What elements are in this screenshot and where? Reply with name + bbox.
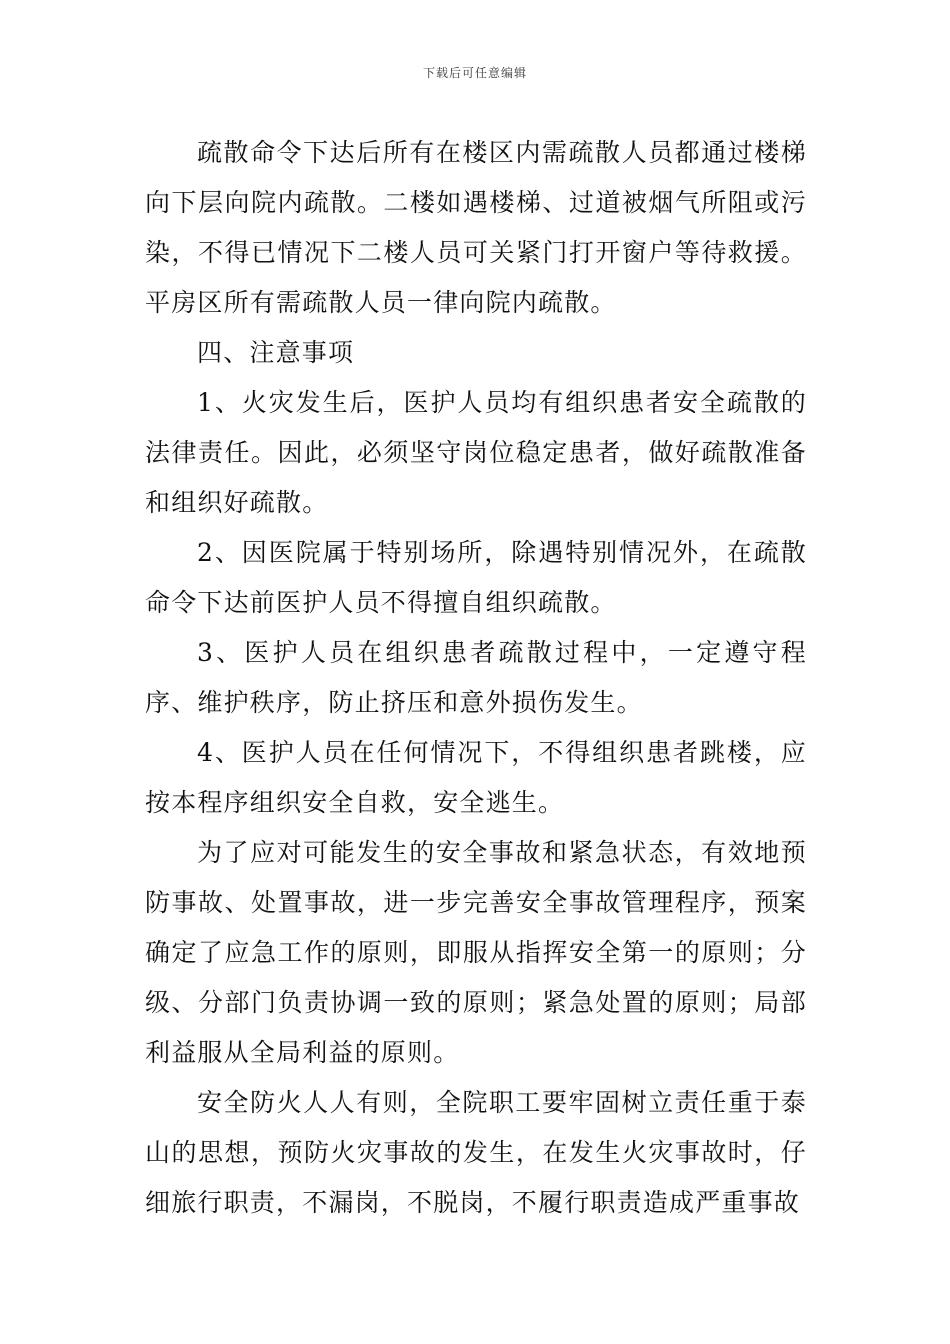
paragraph-responsibility: 安全防火人人有则，全院职工要牢固树立责任重于泰山的思想，预防火灾事故的发生，在发生火灾事故时，仔细旅行职责，不漏岗，不脱岗，不履行职责造成严重事故: [145, 1088, 807, 1217]
section-heading-notes: 四、注意事项: [197, 338, 355, 367]
paragraph-note-2: 2、因医院属于特别场所，除遇特别情况外，在疏散命令下达前医护人员不得擅自组织疏散。: [145, 538, 807, 617]
page-header: 下载后可任意编辑: [422, 66, 527, 80]
paragraph-note-4: 4、医护人员在任何情况下，不得组织患者跳楼，应按本程序组织安全自救，安全逃生。: [145, 738, 807, 817]
paragraph-note-1: 1、火灾发生后，医护人员均有组织患者安全疏散的法律责任。因此，必须坚守岗位稳定患者，做好疏散准备和组织好疏散。: [145, 388, 807, 517]
paragraph-evacuation-route: 疏散命令下达后所有在楼区内需疏散人员都通过楼梯向下层向院内疏散。二楼如遇楼梯、过道被烟气所阻或污染，不得已情况下二楼人员可关紧门打开窗户等待救援。平房区所有需疏散人员一律向院内疏散。: [145, 138, 807, 317]
paragraph-principles: 为了应对可能发生的安全事故和紧急状态，有效地预防事故、处置事故，进一步完善安全事故管理程序，预案确定了应急工作的原则，即服从指挥安全第一的原则；分级、分部门负责协调一致的原则；紧急处置的原则；局部利益服从全局利益的原则。: [145, 838, 807, 1067]
paragraph-note-3: 3、医护人员在组织患者疏散过程中，一定遵守程序、维护秩序，防止挤压和意外损伤发生。: [145, 638, 807, 717]
document-body: [145, 128, 807, 1228]
